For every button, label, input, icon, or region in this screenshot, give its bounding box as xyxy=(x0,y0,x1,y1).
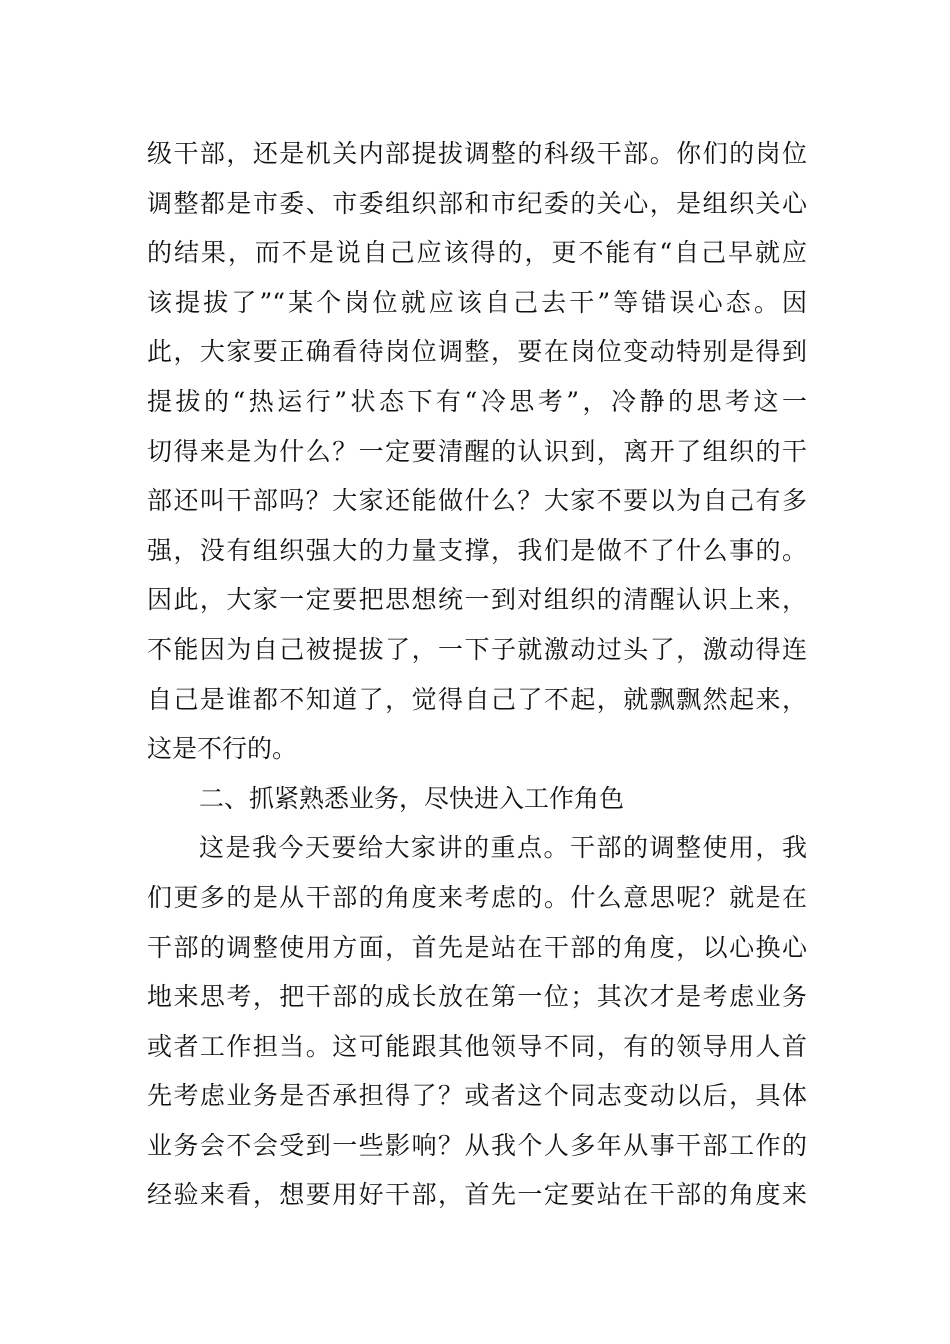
text-line: 强，没有组织强大的力量支撑，我们是做不了什么事的。 xyxy=(147,535,807,565)
paragraph xyxy=(147,823,807,1220)
document-body xyxy=(147,129,807,1220)
text-line: 切得来是为什么？一定要清醒的认识到，离开了组织的干 xyxy=(147,436,807,466)
text-line: 或者工作担当。这可能跟其他领导不同，有的领导用人首 xyxy=(147,1031,807,1061)
text-line: 因此，大家一定要把思想统一到对组织的清醒认识上来， xyxy=(147,585,807,615)
text-line: 的结果，而不是说自己应该得的，更不能有“自己早就应 xyxy=(147,238,807,268)
text-line: 自己是谁都不知道了，觉得自己了不起，就飘飘然起来， xyxy=(147,684,807,714)
text-line: 此，大家要正确看待岗位调整，要在岗位变动特别是得到 xyxy=(147,337,807,367)
text-line: 地来思考，把干部的成长放在第一位；其次才是考虑业务 xyxy=(147,982,807,1012)
text-line: 先考虑业务是否承担得了？或者这个同志变动以后，具体 xyxy=(147,1081,807,1111)
text-line: 该提拔了”“某个岗位就应该自己去干”等错误心态。因 xyxy=(147,287,807,317)
text-line: 这是我今天要给大家讲的重点。干部的调整使用，我 xyxy=(199,833,807,863)
text-line: 级干部，还是机关内部提拔调整的科级干部。你们的岗位 xyxy=(147,139,807,168)
text-line: 们更多的是从干部的角度来考虑的。什么意思呢？就是在 xyxy=(147,882,807,912)
text-line: 调整都是市委、市委组织部和市纪委的关心，是组织关心 xyxy=(147,188,807,218)
section-heading: 二、抓紧熟悉业务，尽快进入工作角色 xyxy=(199,783,625,813)
text-line: 经验来看，想要用好干部，首先一定要站在干部的角度来 xyxy=(147,1180,807,1210)
text-line: 干部的调整使用方面，首先是站在干部的角度，以心换心 xyxy=(147,932,807,962)
text-line: 不能因为自己被提拔了，一下子就激动过头了，激动得连 xyxy=(147,634,807,664)
text-line: 部还叫干部吗？大家还能做什么？大家不要以为自己有多 xyxy=(147,486,807,516)
text-line: 提拔的“热运行”状态下有“冷思考”，冷静的思考这一 xyxy=(147,386,807,416)
text-line: 这是不行的。 xyxy=(147,734,298,764)
paragraph-continued xyxy=(147,129,807,774)
text-line: 业务会不会受到一些影响？从我个人多年从事干部工作的 xyxy=(147,1130,807,1160)
